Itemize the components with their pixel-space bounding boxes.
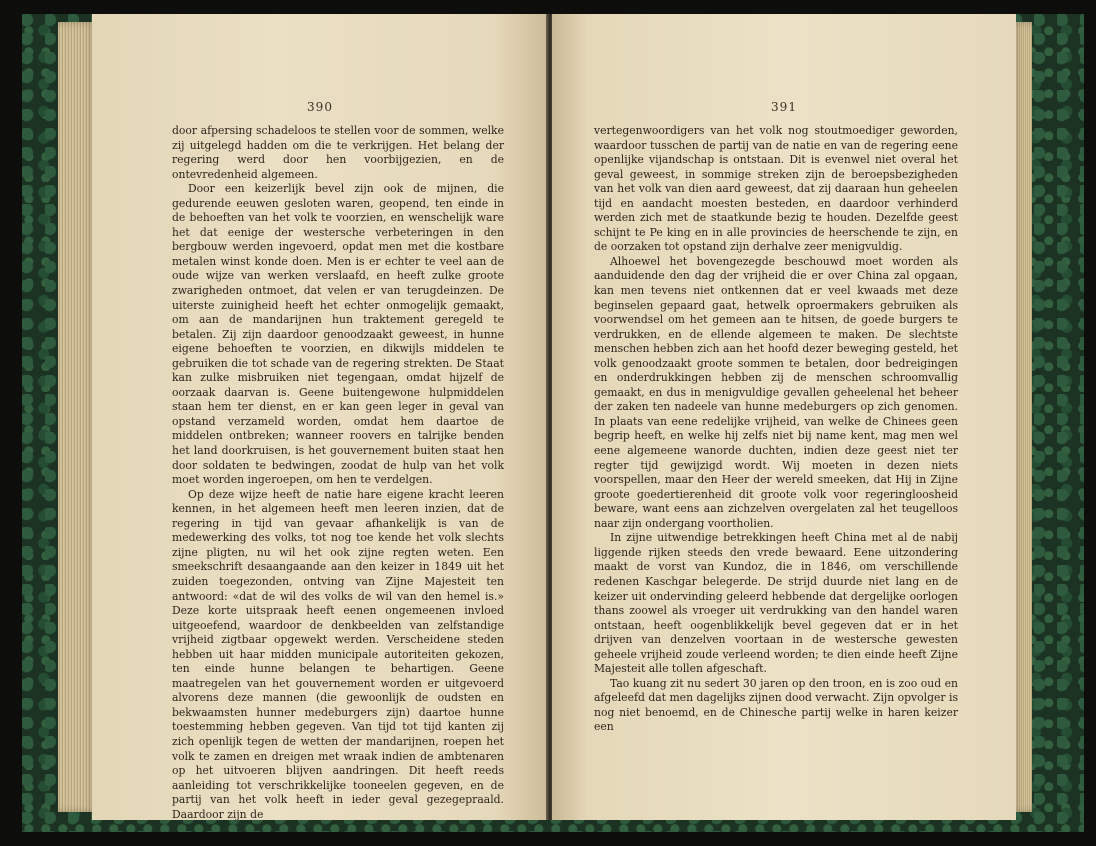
page-text [594,124,958,735]
page-number: 390 [307,100,333,114]
left-page [92,14,548,820]
paragraph: vertegenwoordigers van het volk nog stoutmoediger geworden, waardoor tusschen de partij van de natie en van de regering eene openlijke vijandschap is ontstaan. Dit is evenwel niet overal het geval geweest, in sommige streken zijn de beroepsbezigheden van het volk van dien aard geweest, dat zij daaraan hun geheelen tijd en aandacht moesten besteden, en daardoor verhinderd werden zich met de staatkunde bezig te houden. Dezelfde geest schijnt te Pe king en in alle provincies de heerschende te zijn, en de oorzaken tot opstand zijn derhalve zeer menigvuldig. [594,124,958,254]
page-text [172,124,504,822]
page-number: 391 [771,100,797,114]
right-page [552,14,1016,820]
paragraph: Tao kuang zit nu sedert 30 jaren op den troon, en is zoo oud en afgeleefd dat men dagelijks zijnen dood verwacht. Zijn opvolger is nog niet benoemd, en de Chinesche partij welke in haren keizer een [594,676,958,734]
paragraph: Alhoewel het bovengezegde beschouwd moet worden als aanduidende den dag der vrijheid die er over China zal opgaan, kan men tevens niet ontkennen dat er veel kwaads met deze beginselen gepaard gaat, hetwelk oproermakers gebruiken als voorwendsel om het gemeen aan te hitsen, de goede burgers te verdrukken, en de ellende algemeen te maken. De slechtste menschen hebben zich aan het hoofd dezer beweging gesteld, het volk genoodzaakt groote sommen te betalen, door bedreigingen en onderdrukkingen hebben zij de menschen schroomvallig gemaakt, en dus in menigvuldige gevallen geheelenal het beheer der zaken ten nadeele van hunne medeburgers op zich genomen. In plaats van eene redelijke vrijheid, van welke de Chinees geen begrip heeft, en welke hij zelfs niet bij name kent, mag men wel eene algemeene wanorde duchten, indien deze geest niet ter regter tijd gewijzigd wordt. Wij moeten in dezen niets voorspellen, maar den Heer der wereld smeeken, dat Hij in Zijne groote goedertierenheid dit groote volk voor regeringloosheid beware, want eens aan zichzelven overgelaten zal het teugelloos naar zijn ondergang voortholien. [594,254,958,530]
paragraph: In zijne uitwendige betrekkingen heeft China met al de nabij liggende rijken steeds den vrede bewaard. Eene uitzondering maakt de vorst van Kundoz, die in 1846, om verschillende redenen Kaschgar belegerde. De strijd duurde niet lang en de keizer uit ondervinding geleerd hebbende dat dergelijke oorlogen thans zoowel als vroeger uit verdrukking van den handel waren ontstaan, heeft oogenblikkelijk bevel gegeven dat er in het drijven van denzelven voortaan in de westersche gewesten geheele vrijheid zoude verleend worden; te dien einde heeft Zijne Majesteit alle tollen afgeschaft. [594,531,958,676]
paragraph: door afpersing schadeloos te stellen voor de sommen, welke zij uitgelegd hadden om die te verkrijgen. Het belang der regering werd door hen voorbijgezien, en de ontevredenheid algemeen. [172,124,504,181]
paragraph: Op deze wijze heeft de natie hare eigene kracht leeren kennen, in het algemeen heeft men leeren inzien, dat de regering in tijd van gevaar afhankelijk is van de medewerking des volks, tot nog toe kende het volk slechts zijne pligten, nu wil het ook zijne regten weten. Een smeekschrift desaangaande aan den keizer in 1849 uit het zuiden toegezonden, ontving van Zijne Majesteit ten antwoord: «dat de wil des volks de wil van den hemel is.» Deze korte uitspraak heeft eenen ongemeenen invloed uitgeoefend, waardoor de denkbeelden van zelfstandige vrijheid zigtbaar opgewekt werden. Verscheidene steden hebben uit haar midden municipale autoriteiten gekozen, ten einde hunne belangen te behartigen. Geene maatregelen van het gouvernement worden er uitgevoerd alvorens deze mannen (die gewoonlijk de oudsten en bekwaamsten hunner medeburgers zijn) daartoe hunne toestemming hebben gegeven. Van tijd tot tijd kanten zij zich openlijk tegen de wetten der mandarijnen, roepen het volk te zamen en dreigen met wraak indien de ambtenaren op het uitvoeren blijven aandringen. Dit heeft reeds aanleiding tot verschrikkelijke tooneelen gegeven, en de partij van het volk heeft in ieder geval gezegepraald. Daardoor zijn de [172,487,504,821]
paragraph: Door een keizerlijk bevel zijn ook de mijnen, die gedurende eeuwen gesloten waren, geopend, ten einde in de behoeften van het volk te voorzien, en wenschelijk ware het dat eenige der westersche verbeteringen in den bergbouw werden ingevoerd, opdat men met die kostbare metalen winst konde doen. Men is er echter te veel aan de oude wijze van werken verslaafd, en heeft zulke groote zwarigheden ontmoet, dat velen er van terugdeinzen. De uiterste zuinigheid heeft het echter onmogelijk gemaakt, om aan de mandarijnen hun traktement geregeld te betalen. Zij zijn daardoor genoodzaakt geweest, in hunne eigene behoeften te voorzien, en dikwijls middelen te gebruiken die tot schade van de regering strekten. De Staat kan zulke misbruiken niet tegengaan, omdat hijzelf de oorzaak daarvan is. Geene buitengewone hulpmiddelen staan hem ter dienst, en er kan geen leger in geval van opstand verzameld worden, omdat hem daartoe de middelen ontbreken; wanneer roovers en talrijke benden het land doorkruisen, is het gouvernement buiten staat hen door soldaten te bedwingen, zoodat de hulp van het volk moet worden ingeroepen, om hen te verdelgen. [172,182,504,487]
